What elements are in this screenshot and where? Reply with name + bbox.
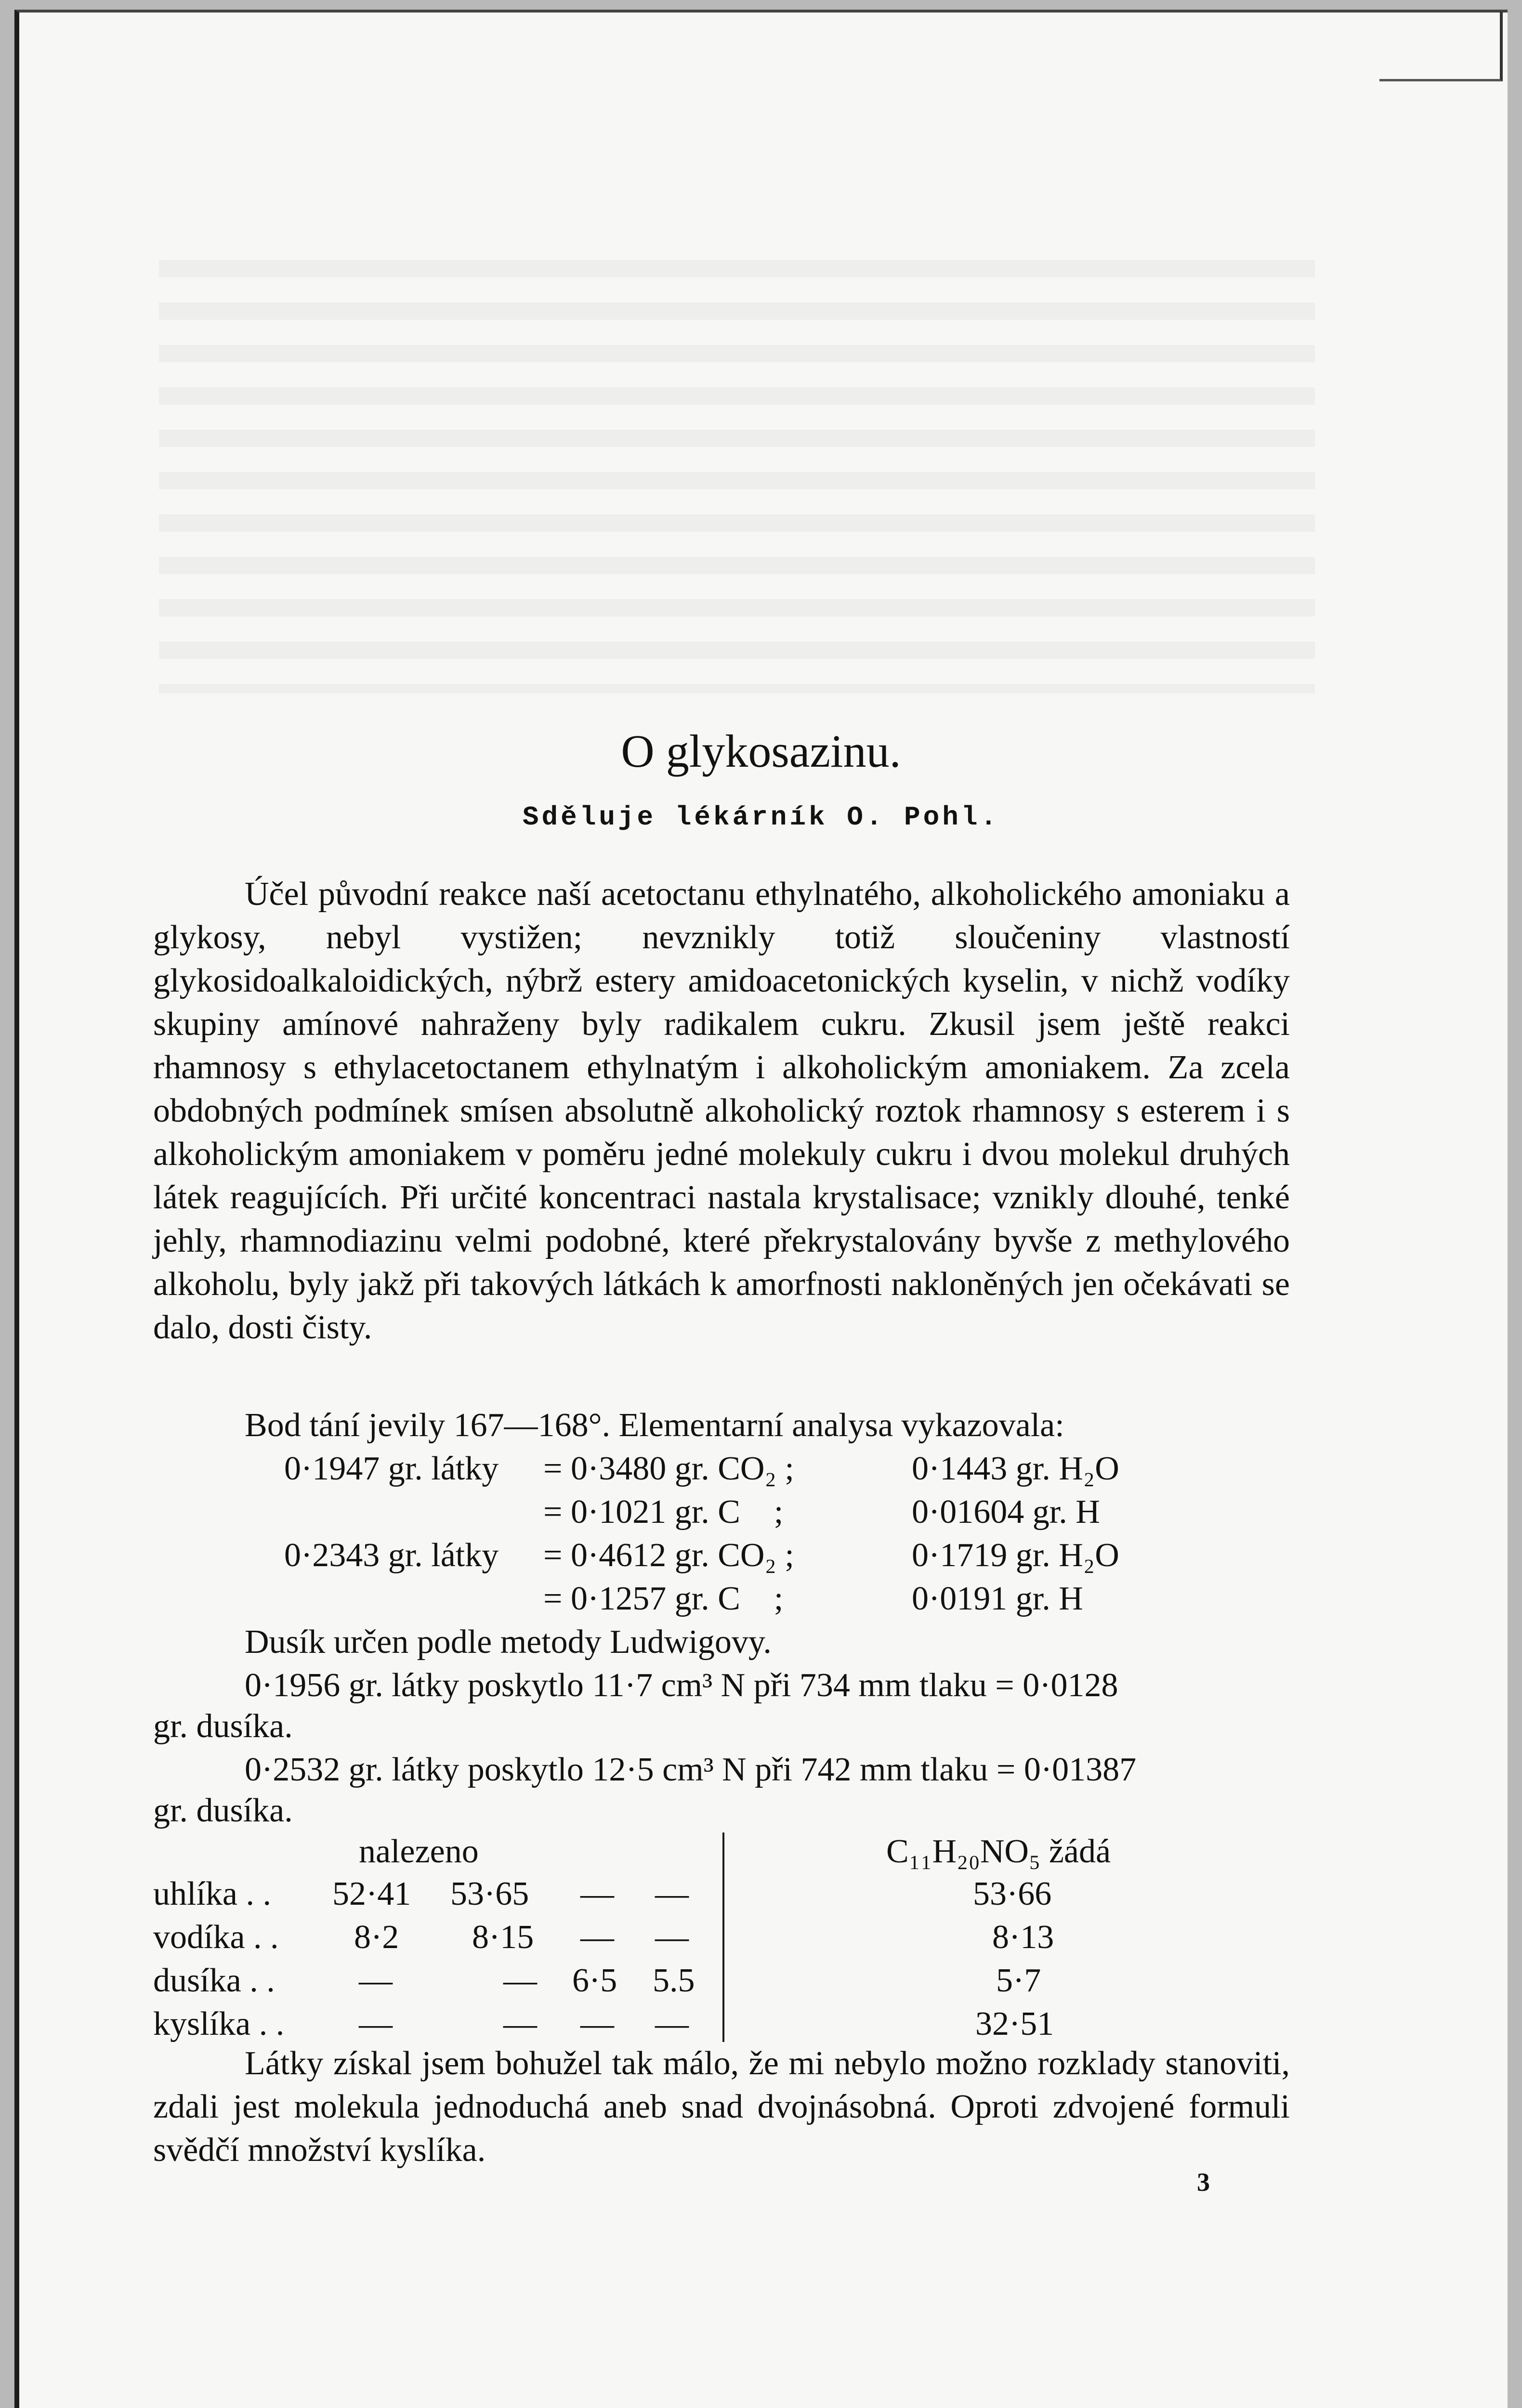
article-title: O glykosazinu.: [621, 725, 901, 777]
value-1: —: [359, 1962, 393, 1999]
analysis-result: = 0·3480 gr. CO₂ ;: [543, 1450, 794, 1487]
analysis-water: 0·0191 gr. H: [912, 1580, 1083, 1617]
value-1: —: [359, 2005, 393, 2042]
value-1: 8·2: [354, 1919, 399, 1956]
analysis-water: 0·01604 gr. H: [912, 1493, 1100, 1531]
required-value: 8·13: [992, 1919, 1054, 1956]
bleed-through-text: [159, 260, 1315, 694]
analysis-result: = 0·1021 gr. C ;: [543, 1493, 784, 1531]
nitrogen-method: Dusík určen podle metody Ludwigovy.: [245, 1623, 772, 1661]
melting-point-line: Bod tání jevily 167—168°. Elementarní analysa vykazovala:: [245, 1407, 1064, 1444]
corner-binding-mark: [1379, 12, 1503, 81]
found-header: nalezeno: [359, 1833, 479, 1870]
row-label: dusíka . .: [153, 1962, 275, 1999]
value-4: 5.5: [653, 1962, 695, 1999]
required-value: 53·66: [973, 1875, 1052, 1912]
closing-paragraph: Látky získal jsem bohužel tak málo, že mi nebylo možno rozklady stanoviti, zdali jest molekula jednoduchá aneb snad dvojnásobná. Oproti zdvojené formuli svědčí množství kyslíka.: [153, 2045, 1290, 2169]
value-1: 52·41: [332, 1875, 411, 1912]
value-4: —: [655, 1875, 689, 1912]
value-2: —: [503, 2005, 537, 2042]
nitrogen-measurement: 0·2532 gr. látky poskytlo 12·5 cm³ N při 742 mm tlaku = 0·01387: [245, 1751, 1137, 1788]
analysis-water: 0·1443 gr. H₂O: [912, 1450, 1119, 1487]
required-value: 32·51: [975, 2005, 1054, 2042]
row-label: kyslíka . .: [153, 2005, 285, 2042]
value-3: —: [580, 1919, 614, 1956]
nitrogen-measurement-tail: gr. dusíka.: [153, 1792, 293, 1829]
analysis-water: 0·1719 gr. H₂O: [912, 1537, 1119, 1574]
value-2: 53·65: [450, 1875, 529, 1912]
page-number: 3: [1197, 2168, 1210, 2197]
value-4: —: [655, 1919, 689, 1956]
required-header: C₁₁H₂₀NO₅ žádá: [886, 1833, 1111, 1870]
analysis-result: = 0·4612 gr. CO₂ ;: [543, 1537, 794, 1574]
nitrogen-measurement-tail: gr. dusíka.: [153, 1708, 293, 1745]
intro-paragraph: Účel původní reakce naší acetoctanu ethylnatého, alkoholického amoniaku a glykosy, nebyl vystižen; nevznikly totiž sloučeniny vlastností glykosidoalkaloidických, nýbrž estery amidoacetonických kyselin, v nichž vodíky skupiny amínové nahraženy byly radikalem cukru. Zkusil jsem ještě reakci rhamnosy s ethylacetoctanem ethylnatým i alkoholickým amoniakem. Za zcela obdobných podmínek smísen absolutně alkoholický roztok rhamnosy s esterem i s alkoholickým amoniakem v poměru jedné molekuly cukru i dvou molekul druhých látek reagujících. Při určité koncentraci nastala krystalisace; vznikly dlouhé, tenké jehly, rhamnodiazinu velmi podobné, které překrystalovány byvše z methylového alkoholu, byly jakž při takových látkách k amorfnosti nakloněných jen očekávati se dalo, dosti čisty.: [153, 876, 1290, 1346]
required-value: 5·7: [996, 1962, 1041, 1999]
author-byline: Sděluje lékárník O. Pohl.: [522, 802, 1000, 833]
nitrogen-measurement: 0·1956 gr. látky poskytlo 11·7 cm³ N při 734 mm tlaku = 0·0128: [245, 1667, 1118, 1704]
analysis-result: = 0·1257 gr. C ;: [543, 1580, 784, 1617]
value-3: —: [580, 1875, 614, 1912]
value-3: —: [580, 2005, 614, 2042]
table-divider: [722, 1832, 724, 2042]
value-4: —: [655, 2005, 689, 2042]
value-2: 8·15: [472, 1919, 534, 1956]
value-3: 6·5: [572, 1962, 617, 1999]
value-2: —: [503, 1962, 537, 1999]
row-label: vodíka . .: [153, 1919, 279, 1956]
analysis-sample: 0·2343 gr. látky: [284, 1537, 499, 1574]
analysis-sample: 0·1947 gr. látky: [284, 1450, 499, 1487]
row-label: uhlíka . .: [153, 1875, 271, 1912]
